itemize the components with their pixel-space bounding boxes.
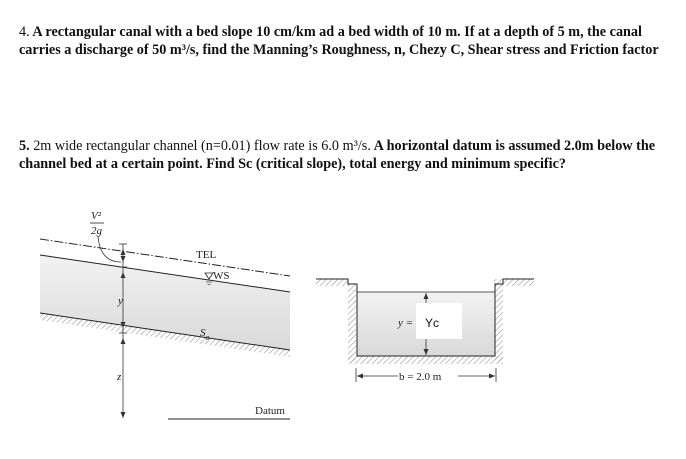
velocity-head-numerator: V² <box>91 210 102 222</box>
tel-label: TEL <box>196 249 217 261</box>
question-5-text: A horizontal datum is assumed 2.0m below the channel bed at a certain point. Find Sc (critical slope), total energy and minimum specific? <box>19 138 656 172</box>
datum-label: Datum <box>255 405 285 417</box>
energy-diagram <box>40 210 290 419</box>
velocity-head-denominator: 2g <box>91 225 102 237</box>
channel-cross-section <box>316 279 534 383</box>
depth-value: Yc <box>425 316 440 330</box>
width-label: b = 2.0 m <box>399 371 442 383</box>
question-5-number: 5. <box>19 138 30 154</box>
question-4-text: A rectangular canal with a bed slope 10 cm/km ad a bed width of 10 m. If at a depth of 5 m, the canal carries a discharge of 50 m³/s, find the Manning’s Roughness, n, Chezy C, Shear stress and Friction factor <box>19 24 659 58</box>
slope-label: $S_o$ <box>200 327 210 342</box>
depth-label: y <box>118 295 123 307</box>
question-5-lead: 2m wide rectangular channel (n=0.01) flow rate is 6.0 m³/s. <box>33 138 371 154</box>
water-surface-icon <box>205 273 213 279</box>
depth-equation: y = <box>398 317 414 329</box>
question-4-number: 4. <box>19 24 30 40</box>
elevation-label: z <box>117 371 122 383</box>
ws-label: WS <box>213 270 230 282</box>
